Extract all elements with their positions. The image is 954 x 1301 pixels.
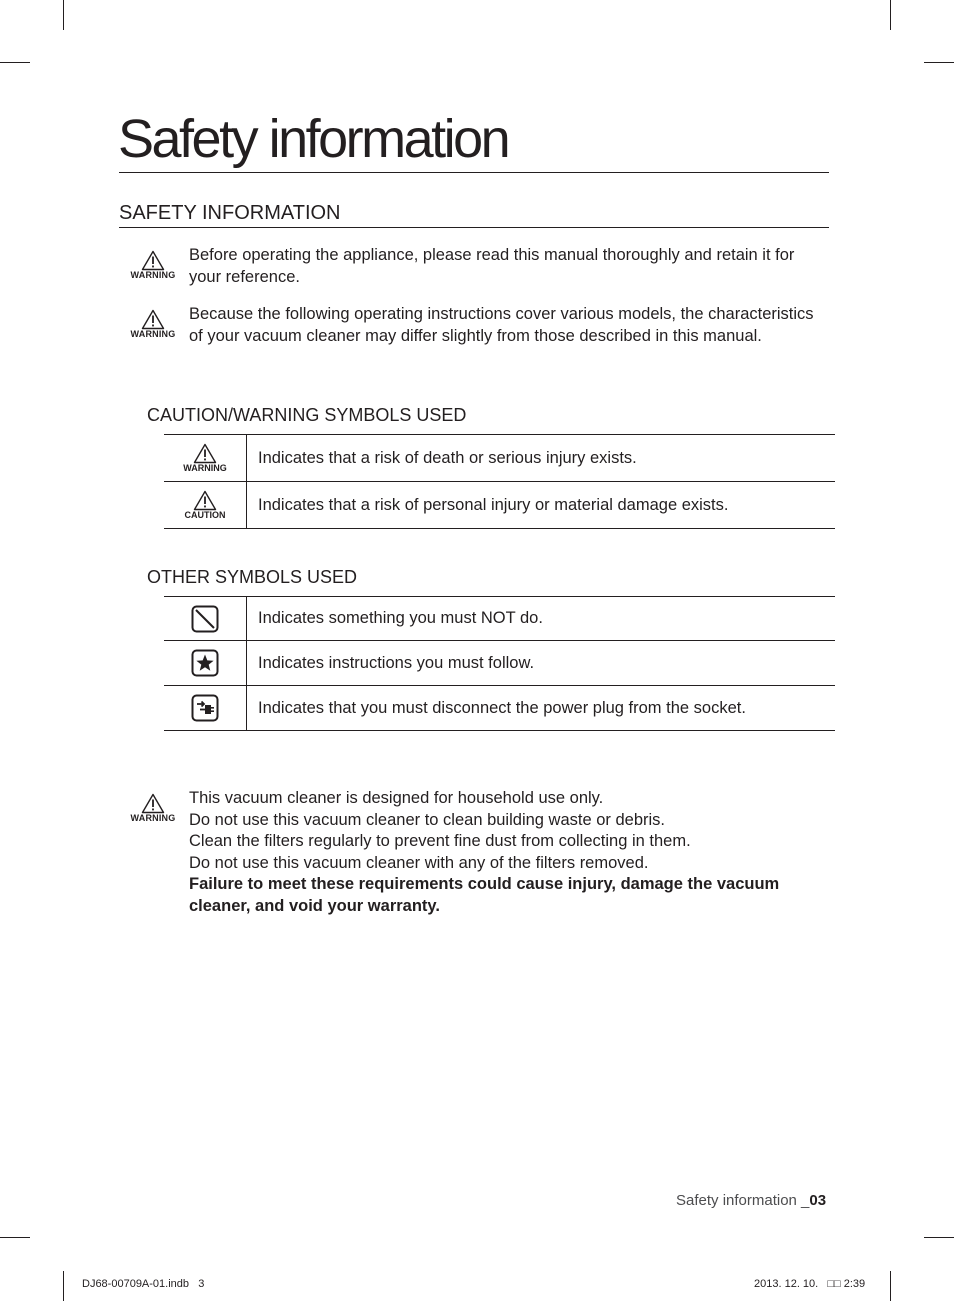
warning-icon (120, 250, 186, 280)
footer-page-label (676, 1192, 826, 1209)
prohibited-icon (164, 597, 247, 641)
intro-warning-2 (120, 304, 830, 347)
symbol-description: Indicates instructions you must follow. (247, 641, 836, 686)
warning-icon (120, 793, 186, 823)
symbol-description: Indicates that you must disconnect the power plug from the socket. (247, 686, 836, 731)
caution-label: CAUTION (184, 510, 226, 520)
caution-symbols-table (164, 434, 835, 529)
table-row (164, 435, 835, 482)
table-row (164, 686, 835, 731)
warning-label: WARNING (130, 813, 176, 823)
table-row (164, 597, 835, 641)
symbol-description: Indicates that a risk of death or serious injury exists. (247, 435, 836, 482)
intro-warning-1 (120, 245, 830, 288)
crop-mark (924, 62, 954, 63)
warning-line: Do not use this vacuum cleaner with any of the filters removed. (189, 853, 649, 872)
table-row (164, 482, 835, 529)
warning-label: WARNING (130, 270, 176, 280)
table-row (164, 641, 835, 686)
section-heading: SAFETY INFORMATION (119, 202, 341, 224)
print-date-info: 2013. 12. 10. □□ 2:39 (754, 1278, 866, 1290)
warning-line: Do not use this vacuum cleaner to clean building waste or debris. (189, 810, 666, 829)
warning-triangle-icon (164, 435, 247, 482)
crop-mark (890, 0, 891, 30)
crop-mark (63, 0, 64, 30)
crop-mark (63, 1271, 64, 1301)
warning-label: WARNING (183, 463, 227, 473)
title-rule (119, 172, 829, 173)
page-title: Safety information (118, 109, 509, 169)
unplug-icon (164, 686, 247, 731)
caution-triangle-icon (164, 482, 247, 529)
crop-mark (924, 1237, 954, 1238)
warning-bold-text: Failure to meet these requirements could cause injury, damage the vacuum cleaner, and void your warranty. (189, 875, 780, 915)
star-icon (164, 641, 247, 686)
warning-label: WARNING (130, 329, 176, 339)
warning-text: Before operating the appliance, please read this manual thoroughly and retain it for your reference. (189, 246, 795, 286)
warning-line: This vacuum cleaner is designed for household use only. (189, 789, 604, 807)
warning-line: Clean the filters regularly to prevent fine dust from collecting in them. (189, 832, 691, 850)
symbol-description: Indicates that a risk of personal injury or material damage exists. (247, 482, 836, 529)
usage-warning (120, 788, 830, 917)
footer-section-name: Safety information _ (676, 1192, 810, 1209)
other-symbols-heading: OTHER SYMBOLS USED (147, 567, 358, 587)
crop-mark (890, 1271, 891, 1301)
symbol-description: Indicates something you must NOT do. (247, 597, 836, 641)
caution-symbols-heading: CAUTION/WARNING SYMBOLS USED (147, 405, 467, 425)
warning-text: Because the following operating instructions cover various models, the characteristics of your vacuum cleaner may differ slightly from those described in this manual. (189, 305, 814, 345)
print-file-info: DJ68-00709A-01.indb 3 (82, 1278, 205, 1290)
page-number: 03 (809, 1192, 827, 1209)
warning-icon (120, 309, 186, 339)
other-symbols-table (164, 596, 835, 731)
section-rule (119, 227, 829, 228)
crop-mark (0, 1237, 30, 1238)
crop-mark (0, 62, 30, 63)
